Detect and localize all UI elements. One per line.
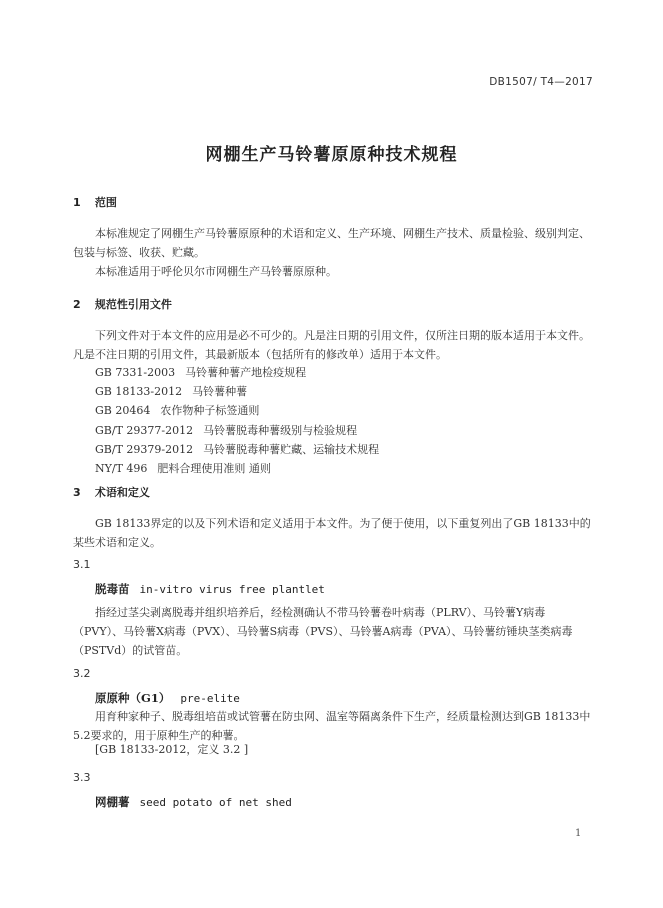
reference-name: 马铃薯种薯产地检疫规程 bbox=[185, 366, 307, 379]
reference-item bbox=[95, 422, 357, 438]
references-intro: 下列文件对于本文件的应用是必不可少的。凡是注日期的引用文件，仅所注日期的版本适用于本文件。凡是不注日期的引用文件，其最新版本（包括所有的修改单）适用于本文件。 bbox=[73, 329, 590, 361]
reference-item bbox=[95, 402, 259, 418]
section-number: 2 bbox=[73, 298, 81, 311]
reference-name: 农作物种子标签通则 bbox=[160, 404, 260, 417]
reference-item bbox=[95, 364, 306, 380]
reference-item bbox=[95, 460, 271, 476]
term-number: 3.3 bbox=[73, 771, 91, 784]
section-number: 3 bbox=[73, 486, 81, 499]
terms-intro: GB 18133界定的以及下列术语和定义适用于本文件。为了便于使用，以下重复列出了GB 18133中的某些术语和定义。 bbox=[73, 517, 591, 549]
term-source: [GB 18133-2012，定义 3.2 ] bbox=[95, 743, 249, 756]
scope-paragraph-2: 本标准适用于呼伦贝尔市网棚生产马铃薯原原种。 bbox=[95, 265, 337, 278]
page-number: 1 bbox=[575, 828, 582, 839]
reference-code: GB 18133-2012 bbox=[95, 385, 183, 398]
section-heading-scope bbox=[73, 194, 117, 210]
section-title: 术语和定义 bbox=[94, 486, 150, 499]
reference-code: NY/T 496 bbox=[95, 462, 148, 475]
reference-code: GB 7331-2003 bbox=[95, 366, 176, 379]
section-heading-terms-definitions bbox=[73, 484, 150, 500]
term-english: pre-elite bbox=[180, 692, 240, 705]
term-chinese: 网棚薯 bbox=[95, 795, 130, 809]
term-chinese: 原原种（G1） bbox=[95, 691, 171, 705]
term-number: 3.1 bbox=[73, 558, 91, 571]
reference-name: 肥料合理使用准则 通则 bbox=[157, 462, 271, 475]
term-chinese: 脱毒苗 bbox=[95, 582, 130, 596]
reference-name: 马铃薯种薯 bbox=[192, 385, 248, 398]
section-heading-normative-references bbox=[73, 296, 172, 312]
scope-paragraph-1: 本标准规定了网棚生产马铃薯原原种的术语和定义、生产环境、网棚生产技术、质量检验、级别判定、包装与标签、收获、贮藏。 bbox=[73, 227, 590, 259]
reference-code: GB/T 29379-2012 bbox=[95, 443, 194, 456]
term-number: 3.2 bbox=[73, 667, 91, 680]
term-english: seed potato of net shed bbox=[139, 796, 292, 809]
section-title: 规范性引用文件 bbox=[94, 298, 172, 311]
section-title: 范围 bbox=[94, 196, 117, 209]
reference-code: GB/T 29377-2012 bbox=[95, 424, 194, 437]
term-entry bbox=[95, 690, 240, 706]
reference-item bbox=[95, 441, 379, 457]
term-entry bbox=[95, 794, 292, 810]
term-entry bbox=[95, 581, 325, 597]
reference-name: 马铃薯脱毒种薯级别与检验规程 bbox=[203, 424, 358, 437]
term-english: in-vitro virus free plantlet bbox=[139, 583, 325, 596]
document-id: DB1507/ T4—2017 bbox=[489, 76, 593, 88]
term-definition: 用育种家种子、脱毒组培苗或试管薯在防虫网、温室等隔离条件下生产，经质量检测达到GB 18133中5.2要求的，用于原种生产的种薯。 bbox=[73, 710, 591, 742]
section-number: 1 bbox=[73, 196, 81, 209]
reference-name: 马铃薯脱毒种薯贮藏、运输技术规程 bbox=[203, 443, 380, 456]
term-definition: 指经过茎尖剥离脱毒并组织培养后，经检测确认不带马铃薯卷叶病毒（PLRV）、马铃薯Y病毒（PVY）、马铃薯X病毒（PVX）、马铃薯S病毒（PVS）、马铃薯A病毒（PVA）、马铃薯纺锤块茎类病毒（PSTVd）的试管苗。 bbox=[73, 606, 573, 657]
reference-item bbox=[95, 383, 247, 399]
reference-code: GB 20464 bbox=[95, 404, 151, 417]
document-title: 网棚生产马铃薯原原种技术规程 bbox=[205, 145, 458, 165]
